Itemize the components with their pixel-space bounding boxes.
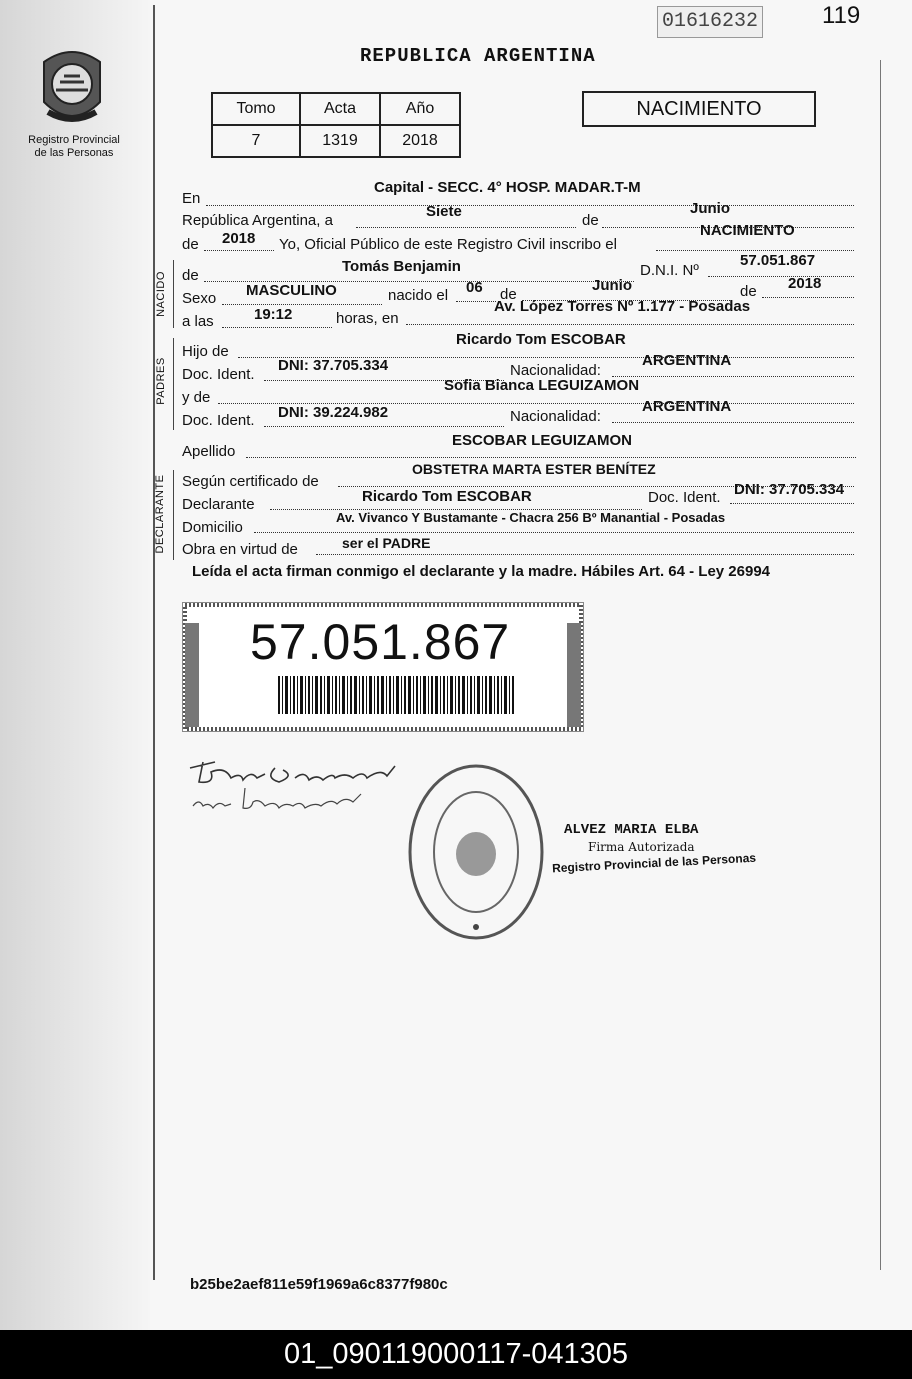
act-type-box: NACIMIENTO: [582, 91, 816, 127]
side-label-nacido: NACIDO: [155, 271, 167, 317]
value-apellido: ESCOBAR LEGUIZAMON: [452, 432, 632, 449]
value-acto: NACIMIENTO: [700, 222, 795, 239]
header-acta: Acta: [300, 93, 380, 125]
page-number: 119: [822, 2, 861, 29]
value-nombre: Tomás Benjamin: [342, 258, 461, 275]
header-tomo: Tomo: [212, 93, 300, 125]
value-domicilio: Av. Vivanco Y Bustamante - Chacra 256 Bº Manantial - Posadas: [336, 510, 726, 525]
label-de: de: [582, 212, 599, 229]
value-padre: Ricardo Tom ESCOBAR: [456, 331, 626, 348]
label-de-year2: de: [740, 283, 757, 300]
parent-signatures: [185, 748, 415, 818]
document-hash: b25be2aef811e59f1969a6c8377f980c: [190, 1276, 448, 1293]
label-republica: República Argentina, a: [182, 212, 333, 229]
file-id-bar: 01_090119000117-041305: [0, 1330, 912, 1379]
right-border-line: [880, 60, 881, 1270]
side-label-padres: PADRES: [155, 357, 167, 405]
dotted-line: [264, 426, 504, 427]
label-apellido: Apellido: [182, 443, 236, 460]
label-hijo-de: Hijo de: [182, 343, 229, 360]
value-padre-doc: DNI: 37.705.334: [278, 357, 389, 374]
register-table: [211, 92, 461, 158]
label-de-name: de: [182, 267, 199, 284]
value-lugar: Capital - SECC. 4° HOSP. MADAR.T-M: [374, 179, 641, 196]
official-name: ALVEZ MARIA ELBA: [564, 822, 699, 838]
dotted-line: [222, 327, 332, 328]
value-mes-nac: Junio: [592, 277, 632, 294]
dotted-line: [406, 324, 854, 325]
section-bracket: [173, 338, 174, 430]
section-bracket: [173, 470, 174, 560]
value-certificado: OBSTETRA MARTA ESTER BENÍTEZ: [412, 461, 656, 477]
dotted-line: [246, 457, 856, 458]
dotted-line: [708, 276, 854, 277]
registry-label: [20, 134, 128, 160]
label-obra: Obra en virtud de: [182, 541, 298, 558]
document-title: REPUBLICA ARGENTINA: [360, 45, 596, 67]
registry-line1: Registro Provincial: [28, 134, 120, 146]
value-anio: 2018: [222, 230, 256, 247]
label-a-las: a las: [182, 313, 214, 330]
left-margin-shadow: [0, 0, 150, 1330]
label-de-month: de: [500, 286, 517, 303]
dotted-line: [356, 227, 576, 228]
dotted-line: [206, 205, 854, 206]
official-seal-stamp: [404, 762, 548, 942]
dotted-line: [254, 532, 854, 533]
value-hora: 19:12: [254, 306, 293, 323]
header-anio: Año: [380, 93, 460, 125]
value-mes: Junio: [690, 200, 730, 217]
label-y-de: y de: [182, 389, 211, 406]
label-horas-en: horas, en: [336, 310, 399, 327]
dotted-line: [656, 250, 854, 251]
label-doc-declarante: Doc. Ident.: [648, 489, 721, 506]
label-oficial: Yo, Oficial Público de este Registro Civil inscribo el: [279, 236, 617, 253]
side-label-declarante: DECLARANTE: [154, 474, 166, 554]
value-madre-doc: DNI: 39.224.982: [278, 404, 389, 421]
value-madre-nac: ARGENTINA: [642, 398, 732, 415]
province-seal-icon: [34, 42, 110, 130]
label-domicilio: Domicilio: [182, 519, 243, 536]
dotted-line: [612, 376, 854, 377]
section-bracket: [173, 260, 174, 328]
value-declarante: Ricardo Tom ESCOBAR: [362, 488, 532, 505]
value-obra: ser el PADRE: [342, 535, 431, 551]
label-doc-padre: Doc. Ident.: [182, 366, 255, 383]
dotted-line: [612, 422, 854, 423]
official-org: Registro Provincial de las Personas: [551, 850, 757, 876]
value-anio: 2018: [380, 125, 460, 157]
label-sexo: Sexo: [182, 290, 217, 307]
dotted-line: [730, 503, 854, 504]
dotted-line: [316, 554, 854, 555]
value-dia: Siete: [426, 203, 462, 220]
dotted-line: [456, 301, 496, 302]
serial-stamp: 01616232: [657, 6, 763, 38]
dni-number-large: 57.051.867: [250, 614, 511, 670]
value-lugar-nac: Av. López Torres Nº 1.177 - Posadas: [494, 298, 751, 315]
father-signature: [190, 762, 395, 782]
official-role: Firma Autorizada: [588, 840, 695, 854]
value-anio-nac: 2018: [788, 275, 822, 292]
dotted-line: [762, 297, 854, 298]
value-dia-nac: 06: [466, 279, 483, 296]
label-en: En: [182, 190, 201, 207]
label-nacido-el: nacido el: [388, 287, 449, 304]
value-sexo: MASCULINO: [246, 282, 337, 299]
barcode-icon: [278, 676, 518, 714]
dotted-line: [204, 250, 274, 251]
mother-signature: [193, 788, 361, 808]
label-declarante: Declarante: [182, 496, 255, 513]
value-tomo: 7: [212, 125, 300, 157]
value-padre-nac: ARGENTINA: [642, 352, 732, 369]
label-segun: Según certificado de: [182, 473, 319, 490]
value-acta: 1319: [300, 125, 380, 157]
registry-line2: de las Personas: [34, 147, 114, 159]
label-doc-madre: Doc. Ident.: [182, 412, 255, 429]
label-nacionalidad-padre: Nacionalidad:: [510, 362, 601, 379]
value-declarante-doc: DNI: 37.705.334: [734, 481, 845, 498]
dotted-line: [222, 304, 382, 305]
value-dni: 57.051.867: [740, 252, 816, 269]
label-dni: D.N.I. Nº: [640, 262, 699, 279]
left-border-line: [153, 5, 155, 1280]
label-de-year: de: [182, 236, 199, 253]
label-nacionalidad-madre: Nacionalidad:: [510, 408, 601, 425]
value-madre: Sofia Bianca LEGUIZAMON: [444, 377, 640, 394]
closing-statement: Leída el acta firman conmigo el declarante y la madre. Hábiles Art. 64 - Ley 26994: [192, 563, 771, 580]
